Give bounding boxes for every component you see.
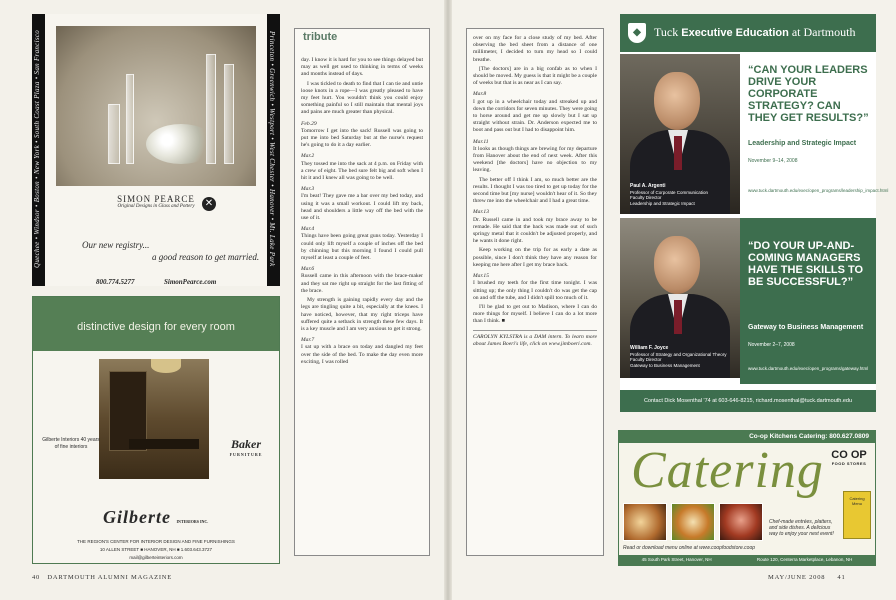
tuck-title-bold: Executive Education bbox=[681, 27, 789, 39]
flower-arrangement bbox=[146, 124, 216, 164]
entry-date: Mar.7 bbox=[301, 337, 315, 344]
city-list-right: Princeton • Greenwich • Westport • West Chester • Hanover • Mt. Lake Park bbox=[268, 31, 276, 267]
catering-ad[interactable] bbox=[618, 430, 876, 566]
person-program: Leadership and Strategic Impact bbox=[630, 200, 695, 206]
entry-date: Mar.11 bbox=[473, 138, 489, 145]
tuck-title bbox=[654, 25, 855, 40]
address-bar bbox=[619, 555, 875, 565]
gilberte-line1: THE REGION'S CENTER FOR INTERIOR DESIGN AND FINE FURNISHINGS bbox=[77, 539, 235, 544]
article-column-1 bbox=[294, 28, 430, 556]
paragraph: Things have been going great guns today. Yesterday I could only lift myself a couple of inches off the bed by chinning but this morning I found I could pull myself at least a couple of feet. bbox=[301, 233, 423, 262]
quote-headline: “CAN YOUR LEADERS DRIVE YOUR CORPORATE STRATEGY? CAN THEY GET RESULTS?” bbox=[748, 64, 869, 124]
program-name: Gateway to Business Management bbox=[748, 324, 864, 331]
paragraph: day. I know it is hard for you to see things delayed but may as well get used to thinking in terms of weeks and months instead of days. bbox=[301, 57, 423, 78]
tuck-title-pre: Tuck bbox=[654, 25, 679, 39]
paragraph: I was tickled to death to find that I can tie and untie loose knots in a rope—I was greatly pleased to have my feet hurt. You wouldn't think you could enjoy something painful so I still maintain that mental joys and pains are much greater than physical. bbox=[301, 80, 423, 116]
paragraph: I'm beat! They gave me a bar over my bed today, and using it was a small workout. I could lift my back, head and shoulders a little way off the bed with the use of it. bbox=[301, 193, 423, 222]
entry-date: Mar.4 bbox=[301, 226, 315, 233]
column-text bbox=[301, 57, 423, 551]
order-online-line[interactable]: Read or download menu online at www.coopfoodstore.coop bbox=[623, 545, 756, 551]
gilberte-logo bbox=[103, 507, 208, 528]
folio-right bbox=[768, 574, 846, 581]
quote-headline: “DO YOUR UP-AND-COMING MANAGERS HAVE THE SKILLS TO BE SUCCESSFUL?” bbox=[748, 240, 864, 288]
address-hanover: 45 South Park Street, Hanover, NH bbox=[641, 557, 712, 562]
person-role: Faculty Director bbox=[630, 357, 662, 362]
tuck-title-post: at Dartmouth bbox=[791, 25, 856, 39]
phone-number[interactable]: 800.774.5277 bbox=[96, 278, 135, 286]
tuck-header bbox=[620, 14, 876, 52]
food-photo bbox=[671, 503, 715, 541]
program-panel-2 bbox=[740, 218, 876, 384]
paragraph: I sat up with a brace on today and dangled my feet over the side of the bed. To make the day even more exciting, I was rolled bbox=[301, 344, 423, 365]
address-lebanon: Route 120, Centerra Marketplace, Lebanon, NH bbox=[756, 557, 853, 562]
paragraph: I'll be glad to get out to Madison, where I can do more things for myself. I believe I can do a lot more than I think. ■ bbox=[473, 303, 597, 325]
catering-headline: Catering bbox=[631, 442, 824, 499]
paragraph: They tossed me into the sack at 4 p.m. on Friday with a crew of eight. The bed sure felt big and soft when I hit it and I knew all was going to be well. bbox=[301, 160, 423, 182]
ad-copy-line2: a good reason to get married. bbox=[152, 252, 260, 262]
portrait-caption bbox=[630, 346, 740, 368]
paragraph: Russell came in this afternoon with the brace-maker and they sat me right up straight for the last fitting of the brace. bbox=[301, 273, 423, 294]
glass-vase bbox=[108, 104, 120, 164]
baker-name: Baker bbox=[231, 437, 261, 451]
column-text bbox=[473, 35, 597, 551]
program-panel-1 bbox=[740, 54, 889, 214]
coop-name: CO OP bbox=[831, 449, 867, 461]
shield-icon: ◆ bbox=[628, 23, 646, 43]
issue-date: MAY/JUNE 2008 bbox=[768, 574, 826, 581]
entry-date: Mar.3 bbox=[301, 186, 315, 193]
paragraph: It looks as though things are brewing for my departure from Hanover about the end of next week. After this weekend [the doctors] have no objection to my leaving. bbox=[473, 145, 597, 174]
gilberte-email[interactable]: mail@gilberteinteriors.com bbox=[129, 555, 183, 560]
portrait-caption bbox=[630, 184, 740, 206]
program-dates: November 2–7, 2008 bbox=[748, 342, 795, 348]
champagne-flute bbox=[224, 64, 234, 164]
paragraph: The better off I think I am, so much better are the results. I thought I was too tired to get up today for the second time but [my nurse] wouldn't hear of it. So they threw me into the wheelchair and I had a great time. bbox=[473, 176, 597, 205]
program-url[interactable]: www.tuck.dartmouth.edu/exec/open_programs/leadership_impact.html bbox=[748, 188, 889, 193]
city-list-left: Quechee • Windsor • Boston • New York • South Coast Plaza • San Francisco bbox=[33, 29, 41, 269]
article-column-2 bbox=[466, 28, 604, 556]
paragraph: Keep working on the trip for as early a date as possible, since I don't think they have any reason for keeping me here after I get my brace back. bbox=[473, 247, 597, 268]
side-caption: Gilberte Interiors 40 years of fine interiors bbox=[42, 437, 100, 450]
tie bbox=[674, 136, 682, 170]
coop-logo bbox=[829, 449, 869, 466]
simon-pearce-logo bbox=[56, 194, 256, 209]
paragraph: Dr. Russell came in and took my brace away to be remade. He said that the back was made out of such springy metal that it couldn't be adjusted properly, and he wants it done right. bbox=[473, 216, 597, 245]
paragraph: My strength is gaining rapidly every day and the legs are tingling quite a bit, especially at the knees. I have noticed, however, that my right triceps have suffered quite a setback in strength these few days. It is a key muscle and I am very anxious to get it strong. bbox=[301, 297, 423, 332]
website-link[interactable]: SimonPearce.com bbox=[164, 278, 217, 286]
coop-sub: FOOD STORES bbox=[831, 461, 867, 466]
page-gutter bbox=[444, 0, 452, 600]
entry-date: Mar.15 bbox=[473, 273, 490, 280]
city-strip-right bbox=[267, 14, 280, 286]
glass-vase bbox=[126, 74, 134, 164]
page-number: 40 bbox=[32, 574, 41, 581]
simon-pearce-ad[interactable] bbox=[32, 14, 280, 286]
portrait-joyce bbox=[620, 218, 740, 378]
folio-left bbox=[32, 574, 172, 581]
person-program: Gateway to Business Management bbox=[630, 362, 700, 368]
face bbox=[654, 72, 700, 130]
program-url[interactable]: www.tuck.dartmouth.edu/exec/open_programs/gateway.html bbox=[748, 366, 869, 371]
magazine-title: DARTMOUTH ALUMNI MAGAZINE bbox=[47, 574, 173, 581]
chandelier bbox=[151, 359, 181, 373]
paragraph: [The doctors] are in a big confab as to when I should be moved. My guess is that it might be a couple of weeks but that is as near as I can say. bbox=[473, 65, 597, 87]
gilberte-sub: INTERIORS INC. bbox=[176, 519, 209, 524]
page-number: 41 bbox=[837, 574, 846, 581]
program-dates: November 9–14, 2008 bbox=[748, 158, 798, 164]
paragraph: over on my face for a close study of my bed. After observing the bed sheet from a distance of one millimeter, I decided to turn my head so I could breathe. bbox=[473, 35, 597, 63]
person-title: Professor of Strategy and Organizational Theory bbox=[630, 351, 727, 357]
ad-banner bbox=[33, 297, 279, 351]
tuck-ad[interactable] bbox=[620, 14, 889, 412]
x-mark-icon: ✕ bbox=[202, 197, 216, 211]
face bbox=[654, 236, 700, 294]
section-title: tribute bbox=[303, 31, 338, 43]
entry-date: Mar.8 bbox=[473, 91, 487, 98]
gilberte-ad[interactable] bbox=[32, 296, 280, 564]
dining-table bbox=[129, 439, 199, 449]
baker-sub: FURNITURE bbox=[229, 452, 263, 457]
gilberte-address: 10 ALLEN STREET ■ HANOVER, NH ■ 1.603.643.3727 bbox=[99, 547, 213, 552]
brand-name: SIMON PEARCE bbox=[117, 194, 195, 204]
author-note: CAROLYN KYLSTRA is a DAM intern. To learn more about James Boeri's life, click on www.jimboeri.com. bbox=[473, 330, 597, 348]
brand-tagline: Original Designs in Glass and Pottery bbox=[117, 204, 195, 209]
entry-date: Mar.13 bbox=[473, 209, 490, 216]
food-photo bbox=[623, 503, 667, 541]
portrait-argenti bbox=[620, 54, 740, 214]
person-role: Faculty Director bbox=[630, 195, 662, 200]
tie bbox=[674, 300, 682, 334]
catering-phone-bar[interactable]: Co-op Kitchens Catering: 800.627.0809 bbox=[619, 431, 875, 443]
gilberte-name: Gilberte bbox=[103, 507, 171, 527]
glassware-photo bbox=[56, 26, 256, 186]
paragraph: I got up in a wheelchair today and streaked up and down the corridors for seven minutes. They were going to horse around and get me up slowly but I sat up straight without strain. Dr. Anderson expected me to boot and pass out but I had to disappoint him. bbox=[473, 98, 597, 134]
entry-date: Mar.6 bbox=[301, 266, 315, 273]
city-strip-left bbox=[32, 14, 45, 286]
entry-date: Feb.29 bbox=[301, 120, 317, 127]
paragraph: Tomorrow I get into the sack! Russell was going to put me into bed Saturday but at the nurse's request he's going to do it a day earlier. bbox=[301, 127, 423, 149]
catering-menu-image: Catering Menu bbox=[843, 491, 871, 539]
dining-room-photo bbox=[99, 359, 209, 479]
person-name: Paul A. Argenti bbox=[630, 183, 666, 189]
baker-logo bbox=[221, 437, 271, 457]
person-title: Professor of Corporate Communication bbox=[630, 189, 709, 195]
program-name: Leadership and Strategic Impact bbox=[748, 140, 857, 147]
paragraph: I brushed my teeth for the first time tonight. I was sitting up; the only thing I couldn't do was get the cap on and off the tube, and I didn't spill too much of it. bbox=[473, 280, 597, 301]
person-name: William F. Joyce bbox=[630, 345, 669, 351]
ad-copy-line1: Our new registry... bbox=[82, 240, 150, 250]
entry-date: Mar.2 bbox=[301, 153, 315, 160]
catering-copy: Chef-made entrées, platters, and side dishes. A delicious way to enjoy your next event! bbox=[769, 519, 834, 537]
food-photo bbox=[719, 503, 763, 541]
contact-footer[interactable]: Contact Dick Mosenthal '74 at 603-646-8215, richard.mosenthal@tuck.dartmouth.edu bbox=[620, 390, 876, 412]
banner-title: distinctive design for every room bbox=[77, 321, 235, 333]
